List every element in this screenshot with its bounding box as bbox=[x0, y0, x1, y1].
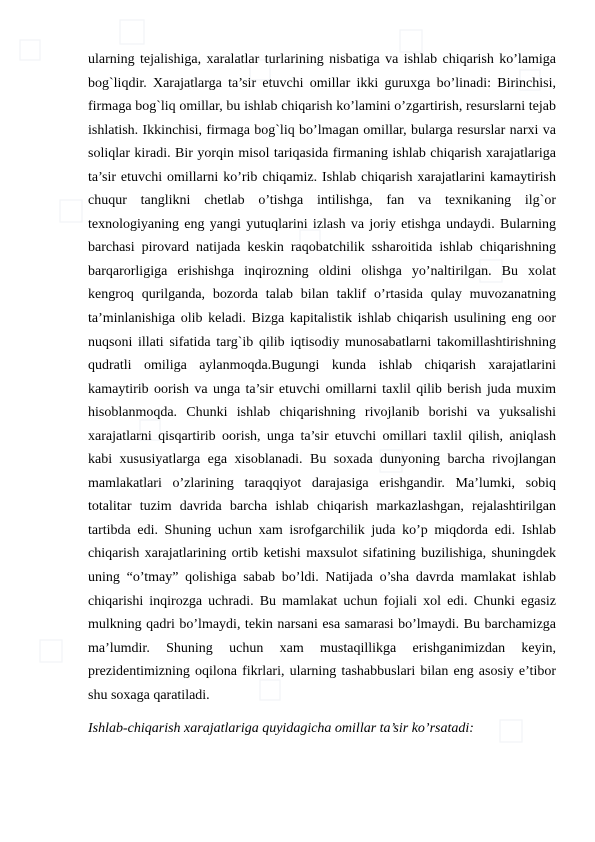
italic-caption: Ishlab-chiqarish xarajatlariga quyidagicha omillar ta’sir ko’rsatadi: bbox=[88, 721, 474, 737]
body-paragraph: ularning tejalishiga, xaralatlar turlarining nisbatiga va ishlab chiqarish ko’lamiga bog`liqdir. Xarajatlarga ta’sir etuvchi omillar ikki guruxga bo’linadi: Birinchisi, firmaga bog`liq omillar, bu ishlab chiqarish ko’lamini o’zgartirish, resurslarni tejab ishlatish. Ikkinchisi, firmaga bog`liq bo’lmagan omillar, bularga resurslar narxi va soliqlar kiradi. Bir yorqin misol tariqasida firmaning ishlab chiqarish xarajatlariga ta’sir etuvchi omillarni ko’rib chiqamiz. Ishlab chiqarish xarajatlarini kamaytirish chuqur tanglikni chetlab o’tishga intilishga, fan va texnikaning ilg`or texnologiyaning eng yangi yutuqlarini izlash va joriy etishga undaydi. Bularning barchasi pirovard natijada keskin raqobatchilik ssharoitida ishlab chiqarishning barqarorligiga erishishga inqirozning oldini olishga yo’naltirilgan. Bu xolat kengroq qurilganda, bozorda talab bilan taklif o’rtasida qulay muvozanatning ta’minlanishiga olib keladi. Bizga kapitalistik ishlab chiqarish usulining eng oor nuqsoni illati sifatida targ`ib qilib iqtisodiy munosabatlarni takomillashtirishning qudratli omiliga aylanmoqda.Bugungi kunda ishlab chiqarish xarajatlarini kamaytirib oorish va unga ta’sir etuvchi omillarni taxlil qilib berish juda muxim hisoblanmoqda. Chunki ishlab chiqarishning rivojlanib borishi va yuksalishi xarajatlarni qisqartirib oorish, unga ta’sir etuvchi omillari taxlil qilish, aniqlash kabi xususiyatlarga ega xisoblanadi. Bu soxada dunyoning barcha rivojlangan mamlakatlari o’zlarining taraqqiyot darajasiga erishgandir. Ma’lumki, sobiq totalitar tuzim davrida barcha ishlab chiqarish markazlashgan, rejalashtirilgan tartibda edi. Shuning uchun xam isrofgarchilik juda ko’p miqdorda edi. Ishlab chiqarish xarajatlarining ortib ketishi maxsulot sifatining buzilishiga, shuningdek uning “o’tmay” qolishiga sabab bo’ldi. Natijada o’sha davrda mamlakat ishlab chiqarishi inqirozga uchradi. Bu mamlakat uchun fojiali xol edi. Chunki egasiz mulkning qadri bo’lmaydi, tekin narsani esa samarasi bo’lmaydi. Bu barchamizga ma’lumdir. Shuning uchun xam mustaqillikga erishganimizdan keyin, prezidentimizning oqilona fikrlari, ularning tashabbuslari bilan eng asosiy e’tibor shu soxaga qaratiladi. bbox=[88, 52, 556, 703]
document-page bbox=[88, 48, 556, 740]
